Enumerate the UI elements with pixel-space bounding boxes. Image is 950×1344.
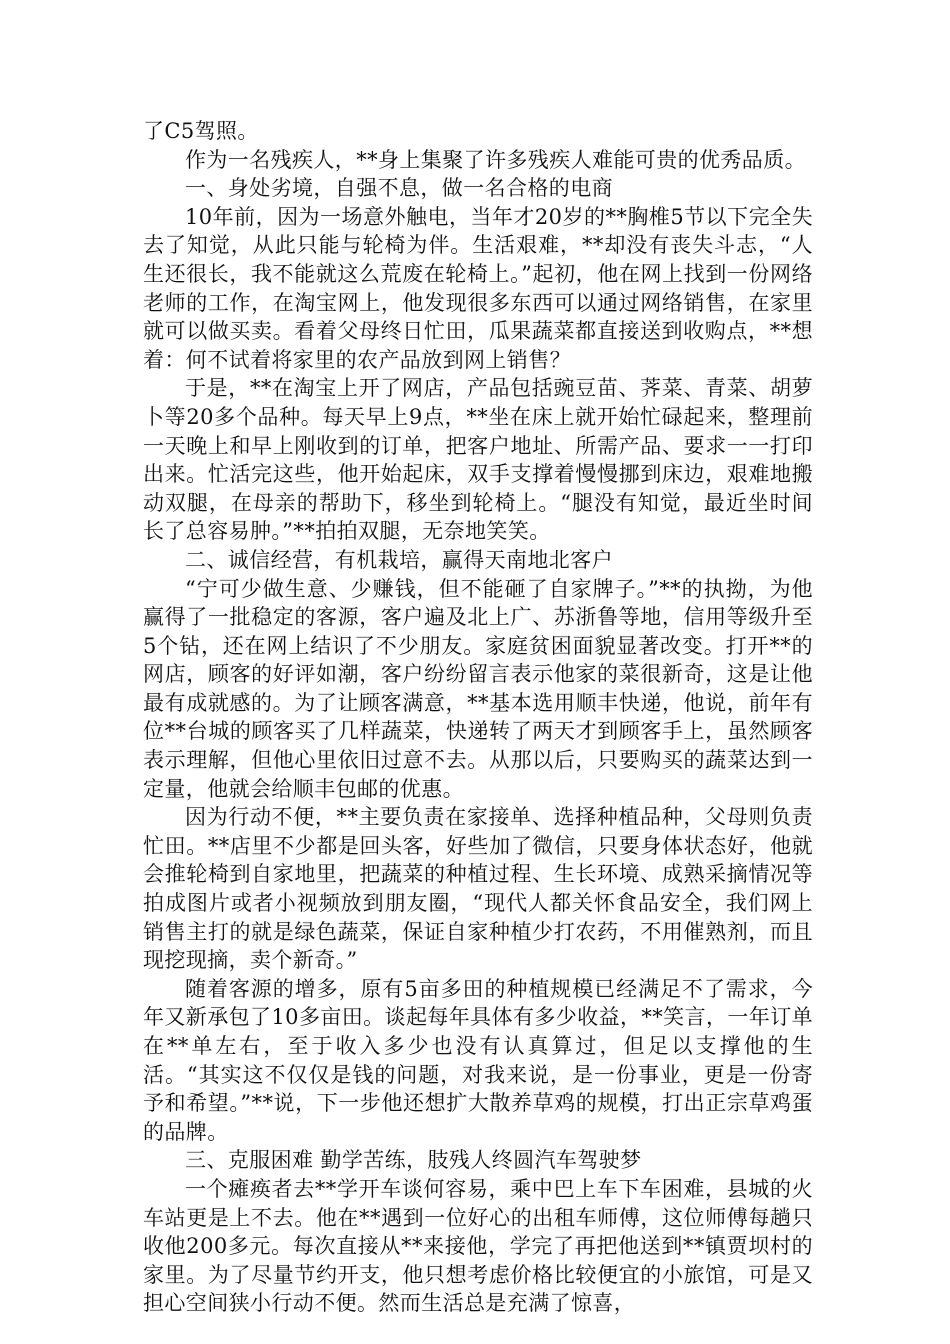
- paragraph-continuation: 了C5驾照。: [143, 119, 259, 143]
- paragraph: 随着客源的增多，原有5亩多田的种植规模已经满足不了需求，今年又新承包了10多亩田。谈起每年具体有多少收益，**笑言，一年订单在**单左右，至于收入多少也没有认真算过，但足以支撑他的生活。“其实这不仅仅是钱的问题，对我来说，是一份事业，更是一份寄予和希望。”**说，下一步他还想扩大散养草鸡的规模，打出正宗草鸡蛋的品牌。: [143, 976, 813, 1144]
- section-heading-2: 二、诚信经营，有机栽培，赢得天南地北客户: [185, 547, 613, 572]
- document-body: [143, 117, 813, 1318]
- paragraph: 因为行动不便，**主要负责在家接单、选择种植品种，父母则负责忙田。**店里不少都是回头客，好些加了微信，只要身体状态好，他就会推轮椅到自家地里，把蔬菜的种植过程、生长环境、成熟采摘情况等拍成图片或者小视频放到朋友圈，“现代人都关怀食品安全，我们网上销售主打的就是绿色蔬菜，保证自家种植少打农药，不用催熟剂，而且现挖现摘，卖个新奇。”: [143, 805, 813, 973]
- paragraph-intro: 作为一名残疾人，**身上集聚了许多残疾人难能可贵的优秀品质。: [185, 147, 806, 172]
- section-heading-3: 三、克服困难 勤学苦练，肢残人终圆汽车驾驶梦: [185, 1148, 642, 1173]
- paragraph: 于是，**在淘宝上开了网店，产品包括豌豆苗、荠菜、青菜、胡萝卜等20多个品种。每天早上9点，**坐在床上就开始忙碌起来，整理前一天晚上和早上刚收到的订单，把客户地址、所需产品、要求一一打印出来。忙活完这些，他开始起床，双手支撑着慢慢挪到床边，艰难地搬动双腿，在母亲的帮助下，移坐到轮椅上。“腿没有知觉，最近坐时间长了总容易肿。”**拍拍双腿，无奈地笑笑。: [143, 376, 813, 544]
- paragraph: “宁可少做生意、少赚钱，但不能砸了自家牌子。”**的执拗，为他赢得了一批稳定的客源，客户遍及北上广、苏浙鲁等地，信用等级升至5个钻，还在网上结识了不少朋友。家庭贫困面貌显著改变。打开**的网店，顾客的好评如潮，客户纷纷留言表示他家的菜很新奇，这是让他最有成就感的。为了让顾客满意，**基本选用顺丰快递，他说，前年有位**台城的顾客买了几样蔬菜，快递转了两天才到顾客手上，虽然顾客表示理解，但他心里依旧过意不去。从那以后，只要购买的蔬菜达到一定量，他就会给顺丰包邮的优惠。: [143, 576, 813, 801]
- paragraph: 一个瘫痪者去**学开车谈何容易，乘中巴上车下车困难，县城的火车站更是上不去。他在**遇到一位好心的出租车师傅，这位师傅每趟只收他200多元。每次直接从**来接他，学完了再把他送到**镇贾坝村的家里。为了尽量节约开支，他只想考虑价格比较便宜的小旅馆，可是又担心空间狭小行动不便。然而生活总是充满了惊喜，: [143, 1176, 813, 1316]
- section-heading-1: 一、身处劣境，自强不息，做一名合格的电商: [185, 176, 613, 201]
- paragraph: 10年前，因为一场意外触电，当年才20岁的**胸椎5节以下完全失去了知觉，从此只能与轮椅为伴。生活艰难，**却没有丧失斗志，“人生还很长，我不能就这么荒废在轮椅上。”起初，他在网上找到一份网络老师的工作，在淘宝网上，他发现很多东西可以通过网络销售，在家里就可以做买卖。看着父母终日忙田，瓜果蔬菜都直接送到收购点，**想着：何不试着将家里的农产品放到网上销售？: [143, 204, 813, 372]
